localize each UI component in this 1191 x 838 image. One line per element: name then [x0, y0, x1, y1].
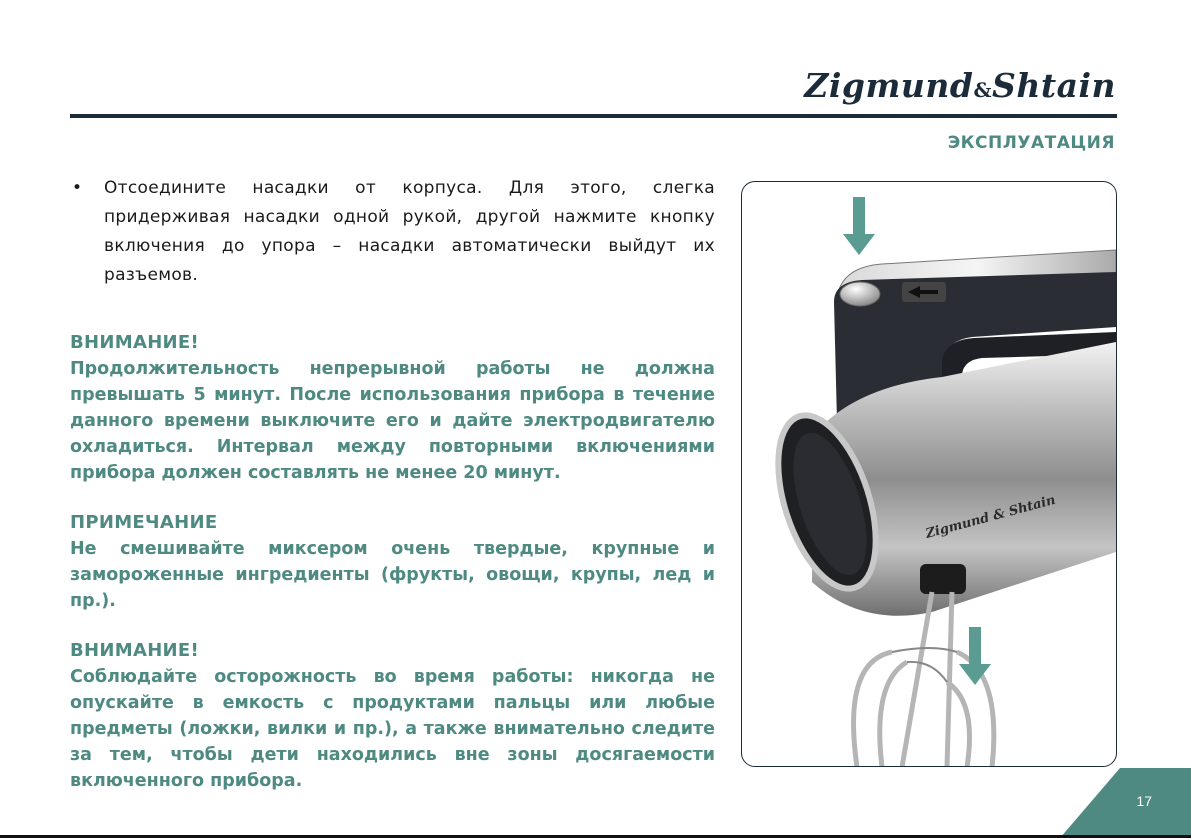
mixer-photo: [741, 181, 1117, 767]
product-label: Zigmund & Shtain: [924, 492, 1058, 542]
warning-body-1: Продолжительность непрерывной работы не должна превышать 5 минут. После использования прибора в течение данного времени выключите его и дайте электродвигателю охладиться. Интервал между повторными включениями прибора должен составлять не менее 20 минут.: [70, 359, 715, 483]
warning-body-2: Соблюдайте осторожность во время работы: никогда не опускайте в емкость с продуктами пальцы или любые предметы (ложки, вилки и пр.), а также внимательно следите за тем, чтобы дети находились вне зоны досягаемости включенного прибора.: [70, 667, 715, 791]
header-rule: [70, 114, 1117, 118]
logo-left: Zigmund: [804, 66, 974, 105]
warning-block-2: [70, 638, 715, 794]
bullet-text: Отсоедините насадки от корпуса. Для этого, слегка придерживая насадки одной рукой, другой нажмите кнопку включения до упора – насадки автоматически выйдут их разъемов.: [104, 178, 715, 285]
bullet-item: [70, 174, 715, 290]
bullet-mark: •: [72, 178, 83, 198]
warning-block-1: [70, 330, 715, 486]
page-corner: [1060, 768, 1191, 838]
logo-right: Shtain: [992, 66, 1116, 105]
note-block: [70, 510, 715, 614]
top-down-arrow-icon: [843, 197, 875, 255]
note-title: ПРИМЕЧАНИЕ: [70, 512, 218, 533]
page-number: 17: [1136, 793, 1152, 809]
mixer-illustration: [742, 182, 1116, 766]
brand-logo: [804, 66, 1116, 105]
logo-ampersand: &: [973, 78, 993, 102]
warning-title-2: ВНИМАНИЕ!: [70, 640, 200, 661]
section-title: ЭКСПЛУАТАЦИЯ: [947, 133, 1115, 153]
note-body: Не смешивайте миксером очень твердые, крупные и замороженные ингредиенты (фрукты, овощи, крупы, лед и пр.).: [70, 539, 715, 611]
text-column: [70, 174, 715, 794]
warning-title-1: ВНИМАНИЕ!: [70, 332, 200, 353]
